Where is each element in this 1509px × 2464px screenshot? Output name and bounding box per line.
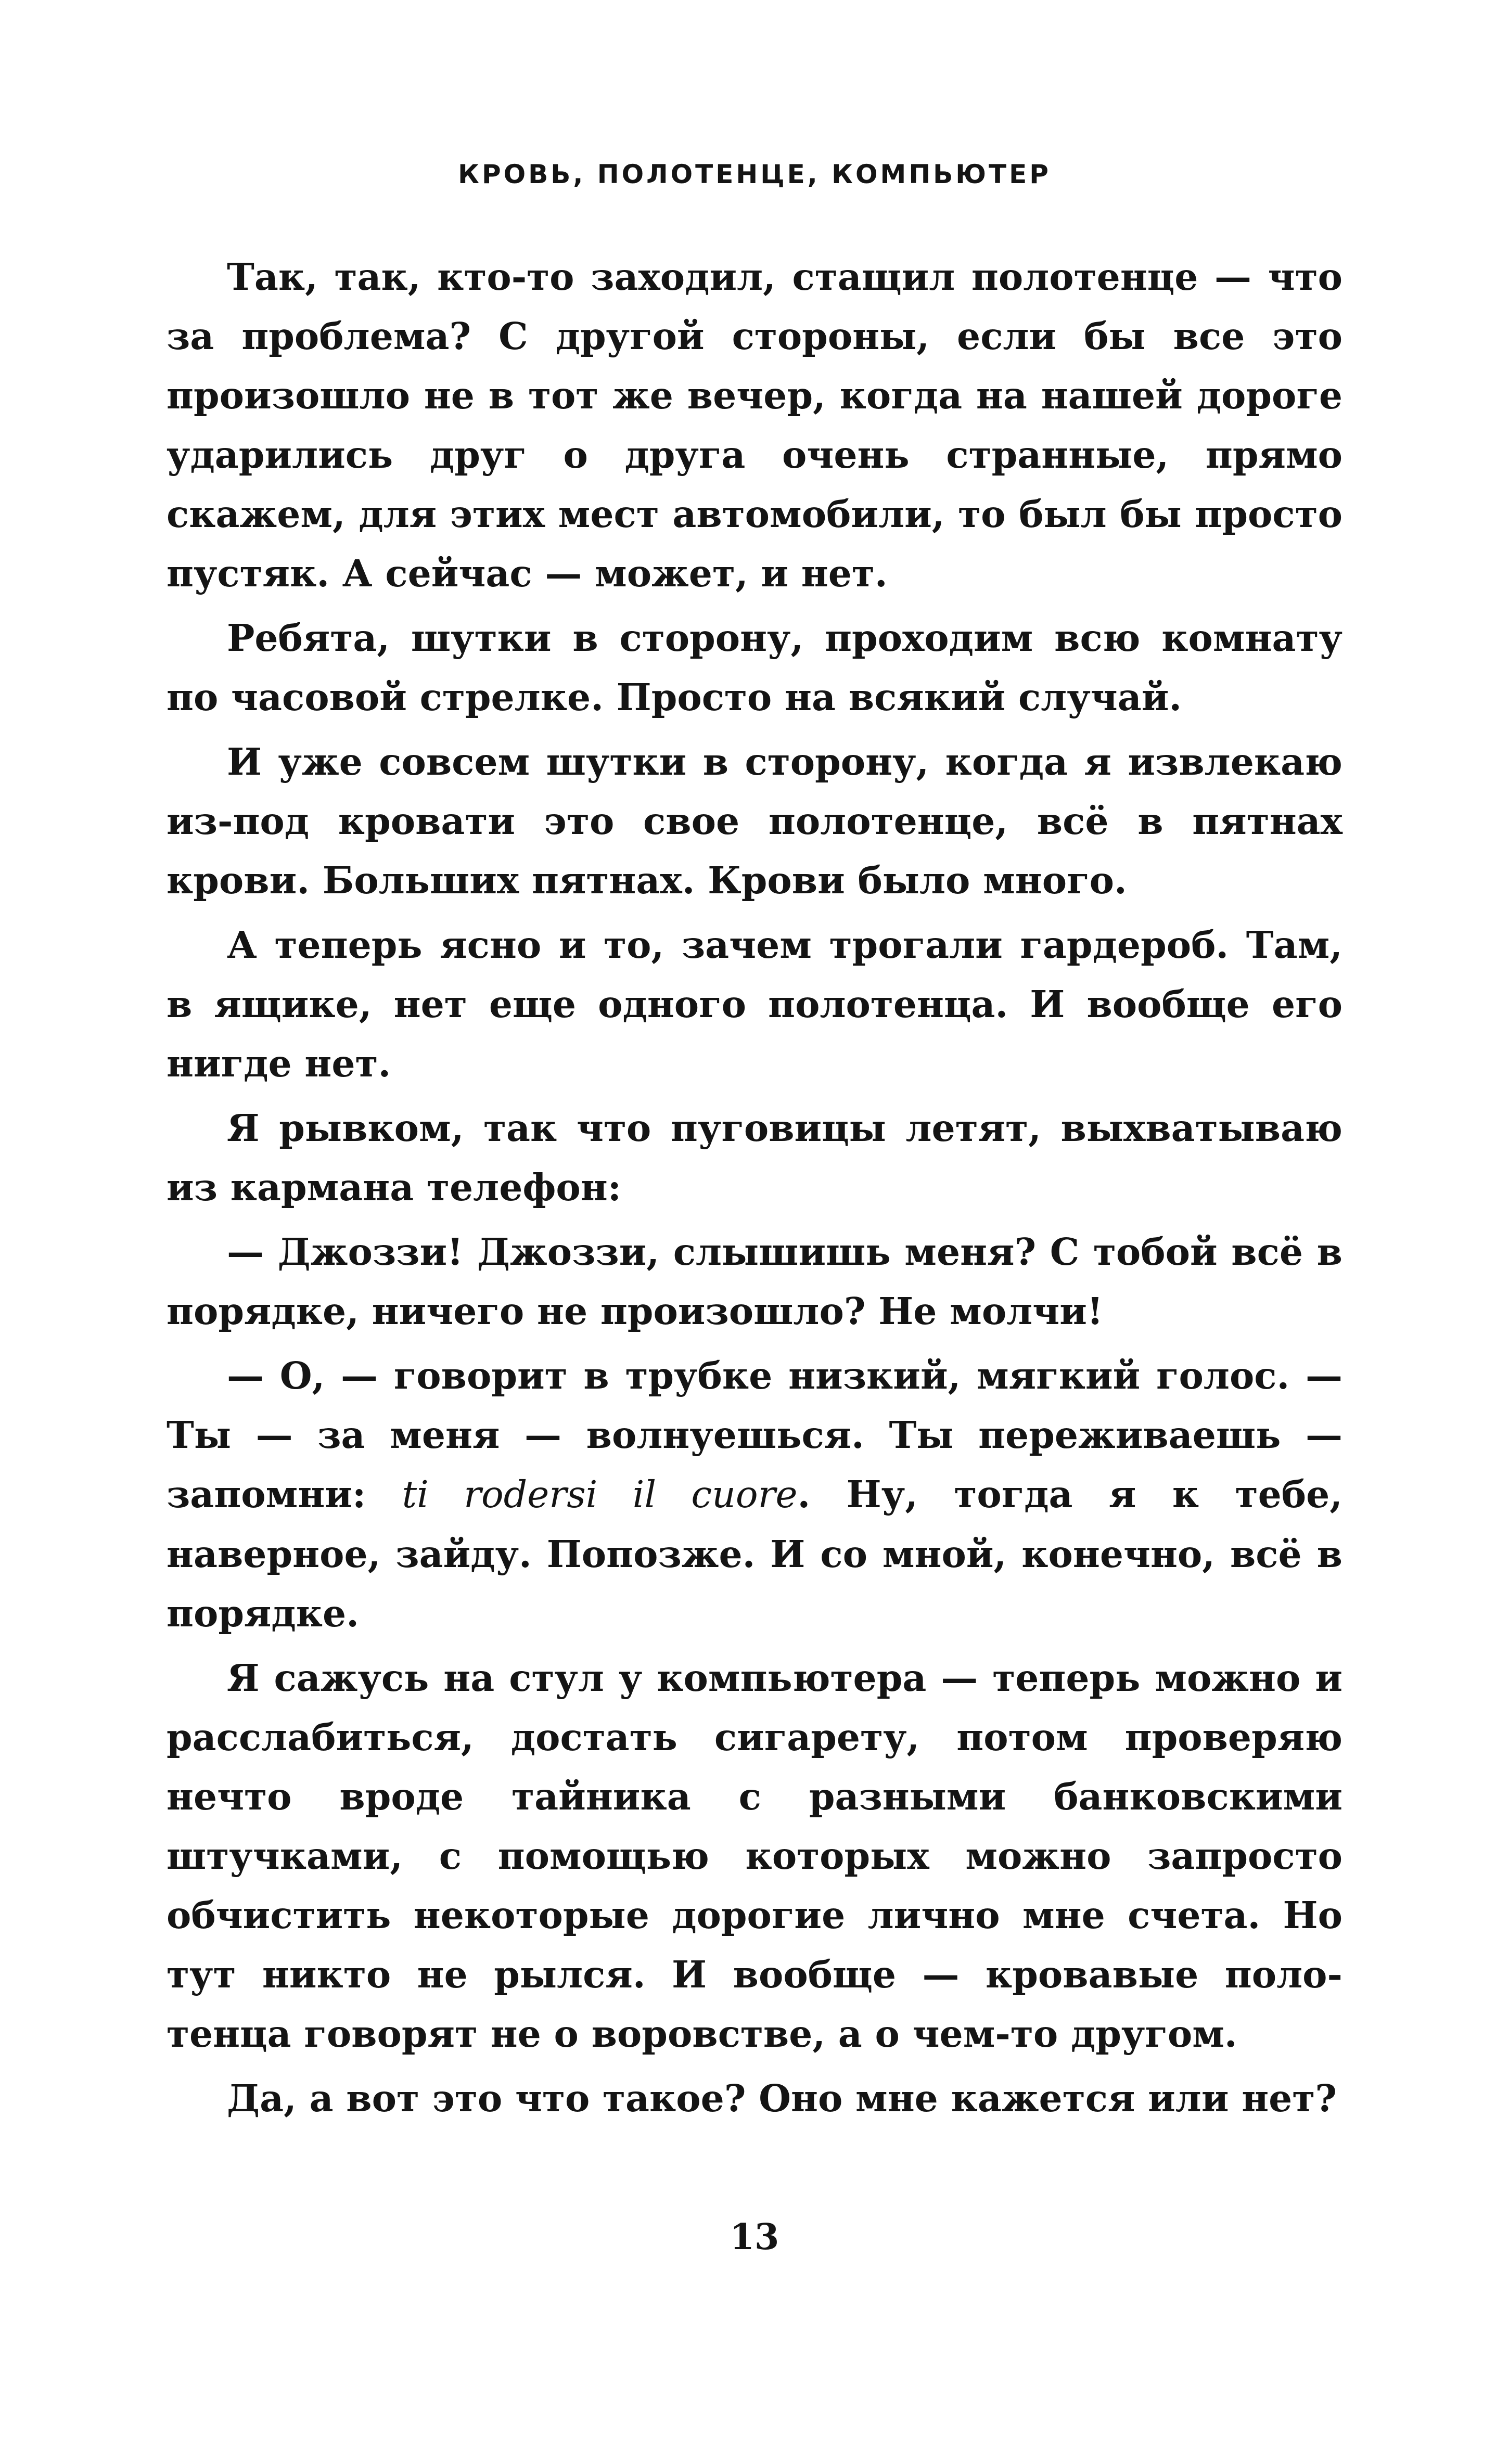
quote-text-after: . Ну, тогда я к тебе, наверное, зайду. Попозже. И со мной, конечно, всё в порядке. [167, 1472, 1342, 1635]
paragraph: Да, а вот это что такое? Оно мне кажется или нет? [227, 2076, 1337, 2120]
paragraph: Я сажусь на стул у компьютера — теперь можно и расслабиться, достать сигарету, потом проверяю нечто вроде тайника с разными банковскими штучками, с помощью которых можно запросто обчистить некоторые дорогие лично мне счета. Но тут никто не рылся. И вообще — кровавые полотенца говорят не о воровстве, а о чем-то другом. [167, 1656, 1342, 2056]
quote-text-before: — О, — говорит в трубке низкий, мягкий голос. — Ты — за меня — волнуешься. Ты переживаешь — запомни: [167, 1354, 1342, 1516]
paragraph: — Джоззи! Джоззи, слышишь меня? С тобой всё в порядке, ничего не произошло? Не молчи! [167, 1230, 1342, 1333]
paragraph: Так, так, кто-то заходил, стащил полотенце — что за проблема? С другой стороны, если бы все это произошло не в тот же вечер, когда на нашей дороге ударились друг о друга очень странные, прямо скажем, для этих мест автомобили, то был бы просто пустяк. А сейчас — может, и нет. [167, 255, 1342, 595]
paragraph: Я рывком, так что пуговицы летят, выхватываю из кармана телефон: [167, 1106, 1342, 1209]
running-head: КРОВЬ, ПОЛОТЕНЦЕ, КОМПЬЮТЕР [458, 159, 1051, 189]
italic-phrase: ti rodersi il cuore [402, 1473, 798, 1516]
paragraph: Ребята, шутки в сторону, проходим всю комнату по часовой стрелке. Просто на всякий случай. [167, 616, 1342, 719]
page-number: 13 [730, 2216, 779, 2258]
body-text [167, 247, 1342, 2128]
paragraph: И уже совсем шутки в сторону, когда я извлекаю из-под кровати это свое полотенце, всё в пятнах крови. Больших пятнах. Крови было много. [167, 740, 1342, 902]
quote-paragraph [167, 1346, 1342, 1643]
paragraph: А теперь ясно и то, зачем трогали гардероб. Там, в ящике, нет еще одного полотенца. И вообще его нигде нет. [167, 923, 1342, 1085]
